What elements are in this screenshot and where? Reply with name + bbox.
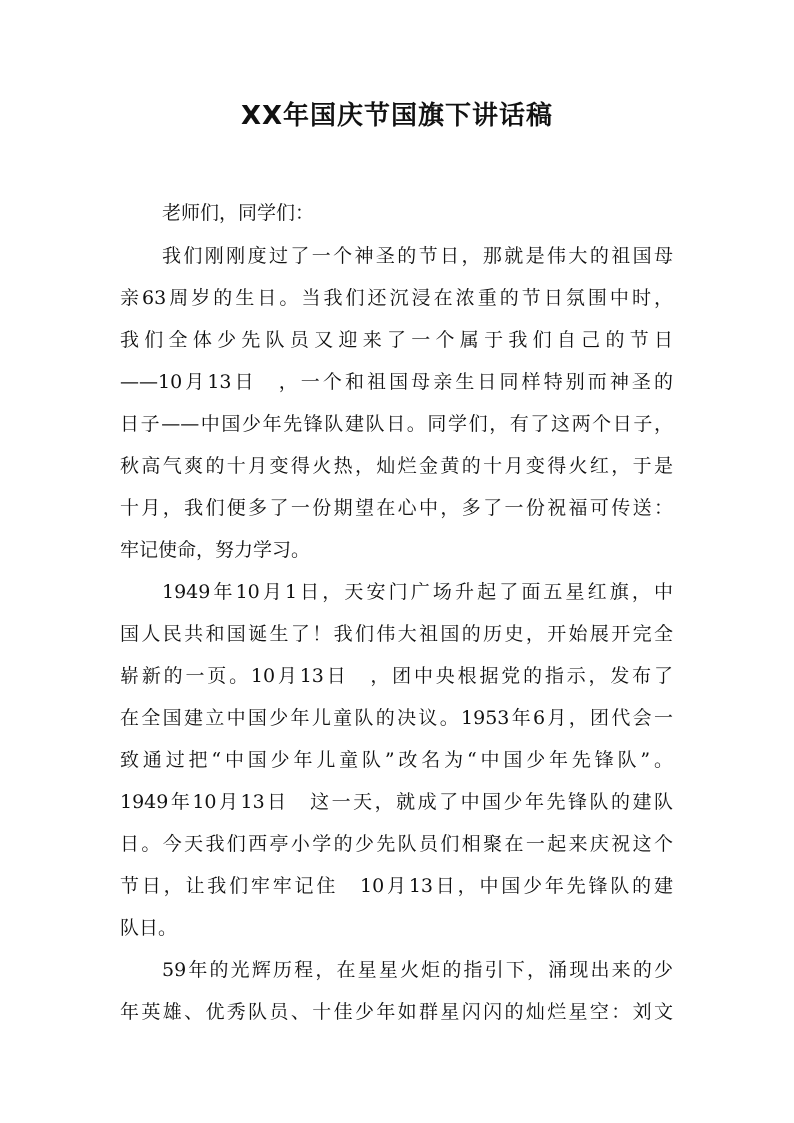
paragraph-1-line-2: 亲63周岁的生日。当我们还沉浸在浓重的节日氛围中时，: [120, 287, 673, 309]
paragraph-1-line-6: 秋高气爽的十月变得火热，灿烂金黄的十月变得火红，于是: [120, 455, 673, 477]
paragraph-1-line-7: 十月，我们便多了一份期望在心中，多了一份祝福可传送：: [120, 497, 673, 519]
paragraph-2-line-4: 在全国建立中国少年儿童队的决议。1953年6月，团代会一: [120, 707, 673, 729]
paragraph-1-line-4: ——10月13日 ，一个和祖国母亲生日同样特别而神圣的: [120, 371, 673, 393]
salutation-line: 老师们，同学们：: [162, 202, 315, 224]
paragraph-2-line-2: 国人民共和国诞生了！我们伟大祖国的历史，开始展开完全: [120, 623, 673, 645]
paragraph-3-line-2: 年英雄、优秀队员、十佳少年如群星闪闪的灿烂星空：刘文: [120, 1001, 673, 1023]
paragraph-1-line-5: 日子——中国少年先锋队建队日。同学们，有了这两个日子，: [120, 413, 673, 435]
paragraph-2-line-9: 队日。: [120, 917, 178, 939]
paragraph-1-line-8: 牢记使命，努力学习。: [120, 539, 311, 561]
paragraph-1-line-3: 我们全体少先队员又迎来了一个属于我们自己的节日: [120, 329, 673, 351]
paragraph-2-line-1: 1949年10月1日，天安门广场升起了面五星红旗，中: [162, 581, 673, 603]
paragraph-2-line-7: 日。今天我们西亭小学的少先队员们相聚在一起来庆祝这个: [120, 833, 673, 855]
paragraph-2-line-3: 崭新的一页。10月13日 ，团中央根据党的指示，发布了: [120, 665, 673, 687]
paragraph-2-line-5: 致通过把“中国少年儿童队”改名为“中国少年先锋队”。: [120, 749, 673, 771]
paragraph-2-line-8: 节日，让我们牢牢记住 10月13日，中国少年先锋队的建: [120, 875, 673, 897]
paragraph-3-line-1: 59年的光辉历程，在星星火炬的指引下，涌现出来的少: [162, 959, 673, 981]
document-title: XX年国庆节国旗下讲话稿: [240, 101, 554, 131]
paragraph-1-line-1: 我们刚刚度过了一个神圣的节日，那就是伟大的祖国母: [162, 245, 673, 267]
paragraph-2-line-6: 1949年10月13日 这一天，就成了中国少年先锋队的建队: [120, 791, 673, 813]
